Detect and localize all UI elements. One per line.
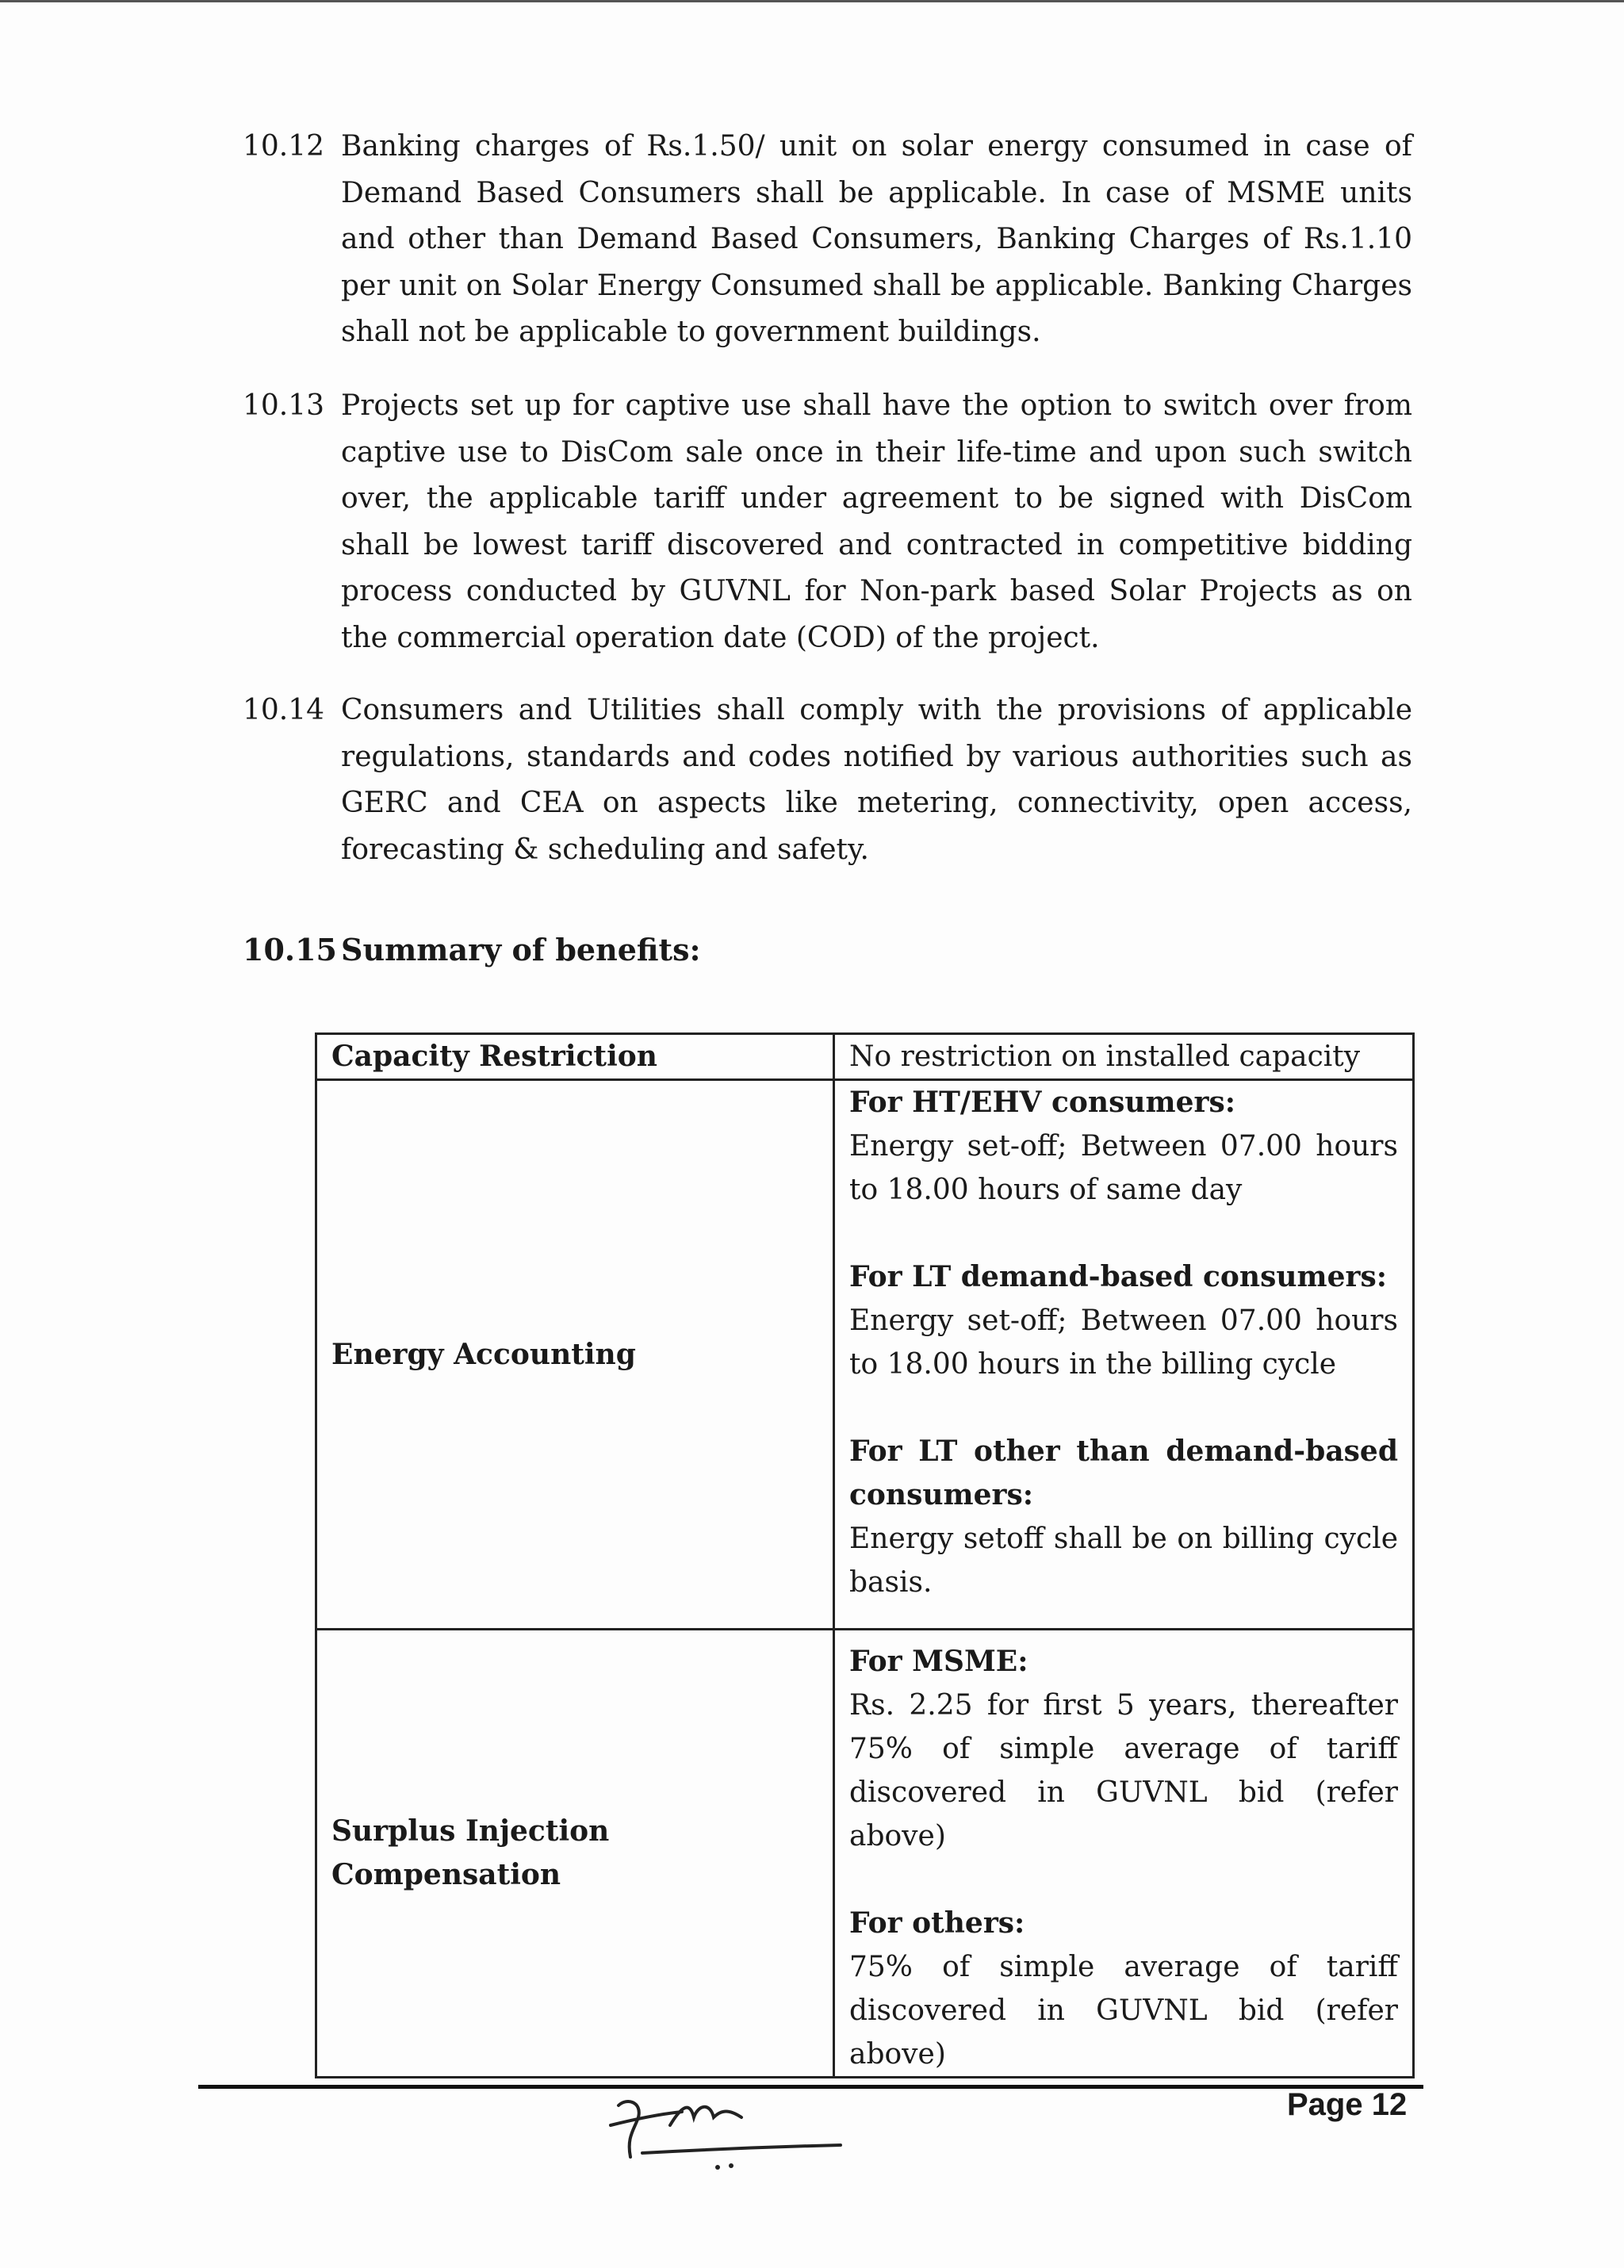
- row-value: No restriction on installed capacity: [834, 1034, 1414, 1080]
- table-row: [316, 1080, 1414, 1630]
- block-heading: For HT/EHV consumers:: [849, 1086, 1236, 1119]
- row-label: Capacity Restriction: [316, 1034, 834, 1080]
- block-text: 75% of simple average of tariff discovered in GUVNL bid (refer above): [849, 1951, 1398, 2071]
- block-heading: For MSME:: [849, 1645, 1028, 1678]
- summary-heading: [243, 932, 701, 967]
- clause-number: 10.14: [243, 694, 325, 726]
- clause-number: 10.13: [243, 389, 325, 422]
- clause-10-12: [243, 124, 1412, 356]
- clause-text: Consumers and Utilities shall comply with the provisions of applicable regulations, standards and codes notified by various authorities such as GERC and CEA on aspects like metering, connectivity, open access, forecasting & scheduling and safety.: [341, 694, 1412, 866]
- clause-10-14: [243, 688, 1412, 873]
- summary-title: Summary of benefits:: [341, 932, 701, 967]
- block-heading: For LT other than demand-based consumers:: [849, 1435, 1398, 1511]
- block-heading: For LT demand-based consumers:: [849, 1260, 1388, 1293]
- signature-image: [595, 2082, 856, 2177]
- table-row: [316, 1630, 1414, 2078]
- row-label: Surplus Injection Compensation: [316, 1630, 834, 2078]
- row-value: [834, 1080, 1414, 1630]
- clause-10-13: [243, 383, 1412, 661]
- block-text: Rs. 2.25 for first 5 years, thereafter 75% of simple average of tariff discovered in GUVNL bid (refer above): [849, 1689, 1398, 1852]
- row-value: [834, 1630, 1414, 2078]
- block-text: Energy setoff shall be on billing cycle basis.: [849, 1523, 1398, 1599]
- top-border-line: [0, 0, 1624, 2]
- clause-text: Projects set up for captive use shall have the option to switch over from captive use to DisCom sale once in their life-time and upon such switch over, the applicable tariff under agreement to be signed with DisCom shall be lowest tariff discovered and contracted in competitive bidding process conducted by GUVNL for Non-park based Solar Projects as on the commercial operation date (COD) of the project.: [341, 389, 1412, 654]
- block-text: Energy set-off; Between 07.00 hours to 18.00 hours of same day: [849, 1130, 1398, 1206]
- clause-text: Banking charges of Rs.1.50/ unit on solar energy consumed in case of Demand Based Consumers shall be applicable. In case of MSME units and other than Demand Based Consumers, Banking Charges of Rs.1.10 per unit on Solar Energy Consumed shall be applicable. Banking Charges shall not be applicable to government buildings.: [341, 130, 1412, 348]
- clause-number: 10.12: [243, 130, 325, 163]
- block-text: Energy set-off; Between 07.00 hours to 18.00 hours in the billing cycle: [849, 1304, 1398, 1381]
- page-number: Page 12: [1287, 2087, 1408, 2122]
- row-label: Energy Accounting: [316, 1080, 834, 1630]
- summary-number: 10.15: [243, 932, 337, 967]
- table-row: [316, 1034, 1414, 1080]
- block-heading: For others:: [849, 1906, 1025, 1940]
- summary-of-benefits-table: [315, 1032, 1415, 2078]
